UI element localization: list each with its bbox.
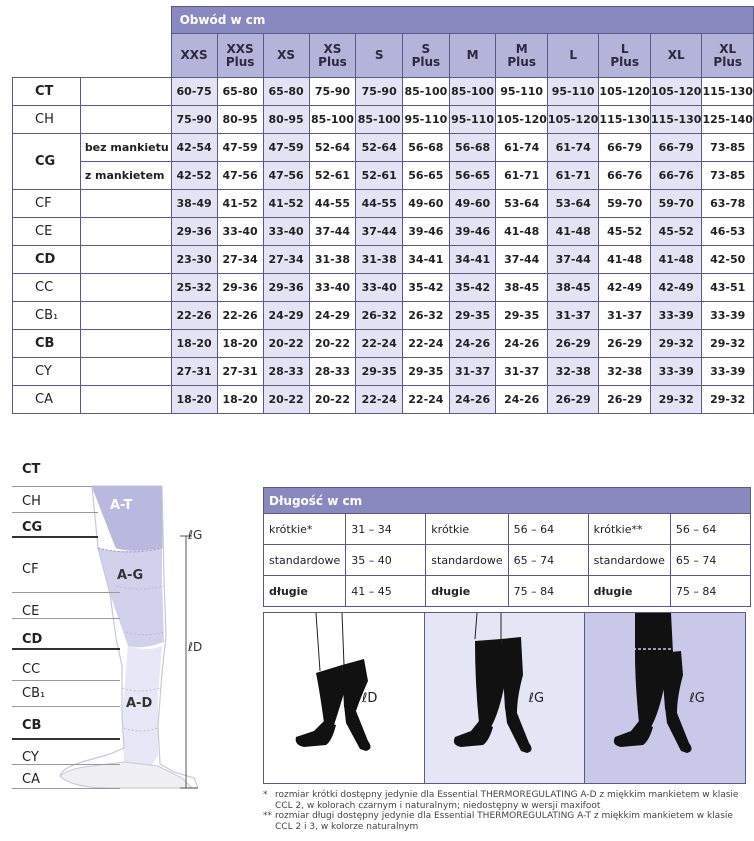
size-cell: 95-110 <box>496 78 548 106</box>
panel-a-g-label: ℓG <box>528 691 545 706</box>
length-table-title: Długość w cm <box>264 488 751 514</box>
size-cell: 56-65 <box>403 162 450 190</box>
size-cell: 45-52 <box>650 218 702 246</box>
footnote-2-mark: ** <box>263 811 272 821</box>
size-cell: 27-34 <box>263 246 309 274</box>
size-cell: 37-44 <box>356 218 403 246</box>
size-cell: 41-48 <box>496 218 548 246</box>
leg-divider <box>12 788 120 789</box>
footnote-2 <box>263 811 748 832</box>
size-cell: 32-38 <box>599 358 651 386</box>
size-cell: 29-36 <box>263 274 309 302</box>
size-cell: 41-52 <box>217 190 263 218</box>
size-cell: 26-29 <box>599 330 651 358</box>
size-cell: 115-130 <box>702 78 754 106</box>
size-row <box>13 218 754 246</box>
size-cell: 63-78 <box>702 190 754 218</box>
size-cell: 44-55 <box>356 190 403 218</box>
length-label: krótkie* <box>264 514 346 545</box>
row-spacer <box>80 190 171 218</box>
size-cell: 24-29 <box>263 302 309 330</box>
row-label: CY <box>13 358 81 386</box>
row-label: CF <box>13 190 81 218</box>
length-label: standardowe <box>264 545 346 576</box>
size-cell: 46-53 <box>702 218 754 246</box>
size-cell: 33-40 <box>263 218 309 246</box>
size-cell: 43-51 <box>702 274 754 302</box>
row-spacer <box>80 274 171 302</box>
size-header: XS Plus <box>309 34 356 78</box>
footnote-1-text: rozmiar krótki dostępny jedynie dla Essential THERMOREGULATING A-D z miękkim mankietem w klasie CCL 2, w kolorach czarnym i naturalnym; niedostępny w wersji maxifoot <box>275 790 739 811</box>
size-cell: 31-37 <box>496 358 548 386</box>
size-cell: 18-20 <box>171 386 217 414</box>
size-row <box>13 330 754 358</box>
row-spacer <box>80 78 171 106</box>
size-row <box>13 386 754 414</box>
size-cell: 37-44 <box>547 246 599 274</box>
row-label-cg: CG <box>13 134 81 190</box>
measure-lg: ℓG <box>188 528 203 542</box>
panel-a-t <box>585 613 745 783</box>
size-cell: 41-48 <box>547 218 599 246</box>
size-cell: 22-24 <box>356 386 403 414</box>
size-cell: 26-32 <box>403 302 450 330</box>
size-cell: 29-35 <box>496 302 548 330</box>
size-cell: 49-60 <box>449 190 496 218</box>
size-row <box>13 246 754 274</box>
size-cell: 115-130 <box>650 106 702 134</box>
size-cell: 33-40 <box>309 274 356 302</box>
size-cell: 35-42 <box>449 274 496 302</box>
size-cell: 56-68 <box>449 134 496 162</box>
size-cell: 85-100 <box>356 106 403 134</box>
size-cell: 18-20 <box>217 386 263 414</box>
length-label: standardowe <box>426 545 508 576</box>
size-cell: 42-52 <box>171 162 217 190</box>
row-spacer <box>80 218 171 246</box>
cg-sub-label-2: z mankietem <box>80 162 171 190</box>
size-cell: 29-36 <box>171 218 217 246</box>
cg-sub-label-1: bez mankietu <box>80 134 171 162</box>
size-cell: 22-24 <box>356 330 403 358</box>
size-cell: 75-90 <box>309 78 356 106</box>
measure-ld: ℓD <box>188 640 203 654</box>
size-cell: 20-22 <box>309 330 356 358</box>
size-cell: 38-49 <box>171 190 217 218</box>
size-cell: 20-22 <box>263 386 309 414</box>
size-cell: 105-120 <box>547 106 599 134</box>
size-header: XS <box>263 34 309 78</box>
size-cell: 52-61 <box>356 162 403 190</box>
stocking-a-g-icon <box>425 613 585 783</box>
size-row-cg-2 <box>13 162 754 190</box>
size-cell: 37-44 <box>496 246 548 274</box>
size-cell: 47-59 <box>217 134 263 162</box>
size-cell: 52-61 <box>309 162 356 190</box>
footnote-1 <box>263 790 748 811</box>
row-spacer <box>80 106 171 134</box>
size-cell: 27-31 <box>217 358 263 386</box>
size-cell: 85-100 <box>449 78 496 106</box>
size-cell: 41-48 <box>599 246 651 274</box>
size-cell: 33-39 <box>650 302 702 330</box>
length-value: 35 – 40 <box>346 545 426 576</box>
size-cell: 29-32 <box>650 386 702 414</box>
size-cell: 47-59 <box>263 134 309 162</box>
size-cell: 24-26 <box>496 330 548 358</box>
size-cell: 29-35 <box>449 302 496 330</box>
stocking-a-d-icon <box>264 613 424 783</box>
length-row <box>264 576 751 607</box>
size-cell: 39-46 <box>449 218 496 246</box>
size-cell: 41-52 <box>263 190 309 218</box>
size-cell: 20-22 <box>263 330 309 358</box>
zone-a-t: A-T <box>110 498 133 513</box>
panel-a-g <box>425 613 586 783</box>
leg-label-ct: CT <box>22 462 41 477</box>
length-label: krótkie <box>426 514 508 545</box>
row-label: CC <box>13 274 81 302</box>
size-cell: 61-74 <box>547 134 599 162</box>
size-cell: 66-76 <box>650 162 702 190</box>
length-value: 65 – 74 <box>670 545 750 576</box>
leg-label: CB <box>22 718 42 733</box>
stocking-panels <box>263 612 746 784</box>
leg-illustration <box>12 466 198 796</box>
size-cell: 80-95 <box>217 106 263 134</box>
size-cell: 38-45 <box>496 274 548 302</box>
leg-label: CA <box>22 772 40 787</box>
leg-label: CB₁ <box>22 686 46 701</box>
size-cell: 75-90 <box>356 78 403 106</box>
size-cell: 44-55 <box>309 190 356 218</box>
length-value: 56 – 64 <box>670 514 750 545</box>
size-row <box>13 302 754 330</box>
size-cell: 18-20 <box>217 330 263 358</box>
size-cell: 31-37 <box>599 302 651 330</box>
length-value: 75 – 84 <box>670 576 750 607</box>
size-cell: 52-64 <box>309 134 356 162</box>
size-cell: 26-32 <box>356 302 403 330</box>
size-cell: 66-79 <box>650 134 702 162</box>
size-header: XXS Plus <box>217 34 263 78</box>
leg-divider <box>12 512 98 513</box>
size-cell: 45-52 <box>599 218 651 246</box>
leg-label: CC <box>22 662 41 677</box>
zone-a-d: A-D <box>126 696 153 711</box>
size-row-cg-1 <box>13 134 754 162</box>
length-table <box>263 487 751 607</box>
row-label: CH <box>13 106 81 134</box>
size-row <box>13 274 754 302</box>
size-cell: 29-32 <box>702 330 754 358</box>
size-cell: 20-22 <box>309 386 356 414</box>
leg-label: CY <box>22 750 39 765</box>
size-cell: 85-100 <box>403 78 450 106</box>
size-cell: 85-100 <box>309 106 356 134</box>
length-label: krótkie** <box>588 514 670 545</box>
size-cell: 24-29 <box>309 302 356 330</box>
leg-divider <box>12 536 98 538</box>
size-cell: 115-130 <box>599 106 651 134</box>
size-cell: 105-120 <box>650 78 702 106</box>
leg-divider <box>12 648 120 650</box>
length-label: długie <box>426 576 508 607</box>
size-cell: 53-64 <box>547 190 599 218</box>
size-cell: 52-64 <box>356 134 403 162</box>
size-cell: 73-85 <box>702 162 754 190</box>
size-cell: 61-71 <box>496 162 548 190</box>
length-value: 31 – 34 <box>346 514 426 545</box>
size-cell: 31-37 <box>547 302 599 330</box>
size-cell: 28-33 <box>263 358 309 386</box>
size-cell: 75-90 <box>171 106 217 134</box>
size-cell: 66-79 <box>599 134 651 162</box>
size-cell: 26-29 <box>547 330 599 358</box>
size-cell: 105-120 <box>496 106 548 134</box>
size-cell: 23-30 <box>171 246 217 274</box>
size-cell: 22-24 <box>403 330 450 358</box>
size-row <box>13 78 754 106</box>
panel-a-d-label: ℓD <box>362 691 378 706</box>
size-header: M Plus <box>496 34 548 78</box>
length-value: 41 – 45 <box>346 576 426 607</box>
size-cell: 59-70 <box>599 190 651 218</box>
size-cell: 59-70 <box>650 190 702 218</box>
size-cell: 18-20 <box>171 330 217 358</box>
size-cell: 56-65 <box>449 162 496 190</box>
size-cell: 56-68 <box>403 134 450 162</box>
row-spacer <box>80 386 171 414</box>
size-header: XXS <box>171 34 217 78</box>
size-cell: 47-56 <box>217 162 263 190</box>
size-cell: 28-33 <box>309 358 356 386</box>
size-cell: 31-38 <box>309 246 356 274</box>
size-cell: 60-75 <box>171 78 217 106</box>
size-cell: 65-80 <box>217 78 263 106</box>
size-cell: 95-110 <box>449 106 496 134</box>
size-cell: 33-39 <box>650 358 702 386</box>
size-cell: 24-26 <box>449 330 496 358</box>
row-label: CE <box>13 218 81 246</box>
size-cell: 66-76 <box>599 162 651 190</box>
leg-divider <box>12 592 120 593</box>
zone-a-g: A-G <box>117 568 144 583</box>
size-cell: 27-34 <box>217 246 263 274</box>
leg-divider <box>12 738 120 740</box>
size-cell: 24-26 <box>496 386 548 414</box>
size-cell: 22-26 <box>171 302 217 330</box>
length-label: długie <box>588 576 670 607</box>
row-label: CA <box>13 386 81 414</box>
size-cell: 61-74 <box>496 134 548 162</box>
size-header: M <box>449 34 496 78</box>
leg-label: CH <box>22 494 41 509</box>
row-label: CB <box>13 330 81 358</box>
size-cell: 42-54 <box>171 134 217 162</box>
length-value: 75 – 84 <box>508 576 588 607</box>
size-header: XL <box>650 34 702 78</box>
row-spacer <box>80 246 171 274</box>
size-cell: 29-35 <box>356 358 403 386</box>
row-spacer <box>80 302 171 330</box>
size-cell: 37-44 <box>309 218 356 246</box>
size-cell: 73-85 <box>702 134 754 162</box>
panel-a-t-label: ℓG <box>689 691 705 706</box>
leg-label: CF <box>22 562 39 577</box>
length-row <box>264 545 751 576</box>
length-row <box>264 514 751 545</box>
size-cell: 61-71 <box>547 162 599 190</box>
leg-diagram <box>12 462 203 796</box>
size-row <box>13 190 754 218</box>
size-cell: 29-32 <box>702 386 754 414</box>
leg-divider <box>12 706 120 707</box>
panel-a-d <box>264 613 425 783</box>
size-row <box>13 358 754 386</box>
size-cell: 29-32 <box>650 330 702 358</box>
size-cell: 25-32 <box>171 274 217 302</box>
size-cell: 33-40 <box>356 274 403 302</box>
size-header: S Plus <box>403 34 450 78</box>
size-cell: 39-46 <box>403 218 450 246</box>
stocking-a-t-icon <box>585 613 745 783</box>
size-cell: 105-120 <box>599 78 651 106</box>
length-value: 56 – 64 <box>508 514 588 545</box>
row-label: CT <box>13 78 81 106</box>
size-cell: 33-39 <box>702 358 754 386</box>
length-label: długie <box>264 576 346 607</box>
footnote-1-mark: * <box>263 790 268 800</box>
size-cell: 47-56 <box>263 162 309 190</box>
size-cell: 31-38 <box>356 246 403 274</box>
size-row <box>13 106 754 134</box>
row-label: CD <box>13 246 81 274</box>
size-cell: 31-37 <box>449 358 496 386</box>
leg-label: CE <box>22 604 40 619</box>
size-cell: 33-39 <box>702 302 754 330</box>
leg-divider <box>12 486 92 487</box>
size-cell: 42-50 <box>702 246 754 274</box>
leg-divider <box>12 680 120 681</box>
size-cell: 29-35 <box>403 358 450 386</box>
size-cell: 65-80 <box>263 78 309 106</box>
row-spacer <box>80 330 171 358</box>
row-spacer <box>80 358 171 386</box>
size-cell: 95-110 <box>547 78 599 106</box>
size-header: L <box>547 34 599 78</box>
size-cell: 34-41 <box>403 246 450 274</box>
leg-label: CG <box>22 520 43 535</box>
length-label: standardowe <box>588 545 670 576</box>
size-cell: 41-48 <box>650 246 702 274</box>
size-cell: 49-60 <box>403 190 450 218</box>
size-cell: 38-45 <box>547 274 599 302</box>
size-header: XL Plus <box>702 34 754 78</box>
leg-label: CD <box>22 632 43 647</box>
size-table-title: Obwód w cm <box>171 7 753 34</box>
size-cell: 34-41 <box>449 246 496 274</box>
size-cell: 42-49 <box>650 274 702 302</box>
size-cell: 42-49 <box>599 274 651 302</box>
size-cell: 33-40 <box>217 218 263 246</box>
size-table <box>12 6 754 414</box>
size-cell: 22-26 <box>217 302 263 330</box>
size-cell: 35-42 <box>403 274 450 302</box>
size-cell: 27-31 <box>171 358 217 386</box>
footnote-2-text: rozmiar długi dostępny jedynie dla Essential THERMOREGULATING A-T z miękkim mankietem w klasie CCL 2 i 3, w kolorze naturalnym <box>275 811 733 832</box>
size-cell: 22-24 <box>403 386 450 414</box>
size-cell: 26-29 <box>599 386 651 414</box>
size-cell: 26-29 <box>547 386 599 414</box>
size-cell: 80-95 <box>263 106 309 134</box>
size-cell: 53-64 <box>496 190 548 218</box>
footnotes <box>263 790 748 832</box>
size-cell: 32-38 <box>547 358 599 386</box>
size-cell: 125-140 <box>702 106 754 134</box>
row-label: CB₁ <box>13 302 81 330</box>
size-cell: 24-26 <box>449 386 496 414</box>
size-header: S <box>356 34 403 78</box>
size-header: L Plus <box>599 34 651 78</box>
size-cell: 29-36 <box>217 274 263 302</box>
length-value: 65 – 74 <box>508 545 588 576</box>
size-cell: 95-110 <box>403 106 450 134</box>
